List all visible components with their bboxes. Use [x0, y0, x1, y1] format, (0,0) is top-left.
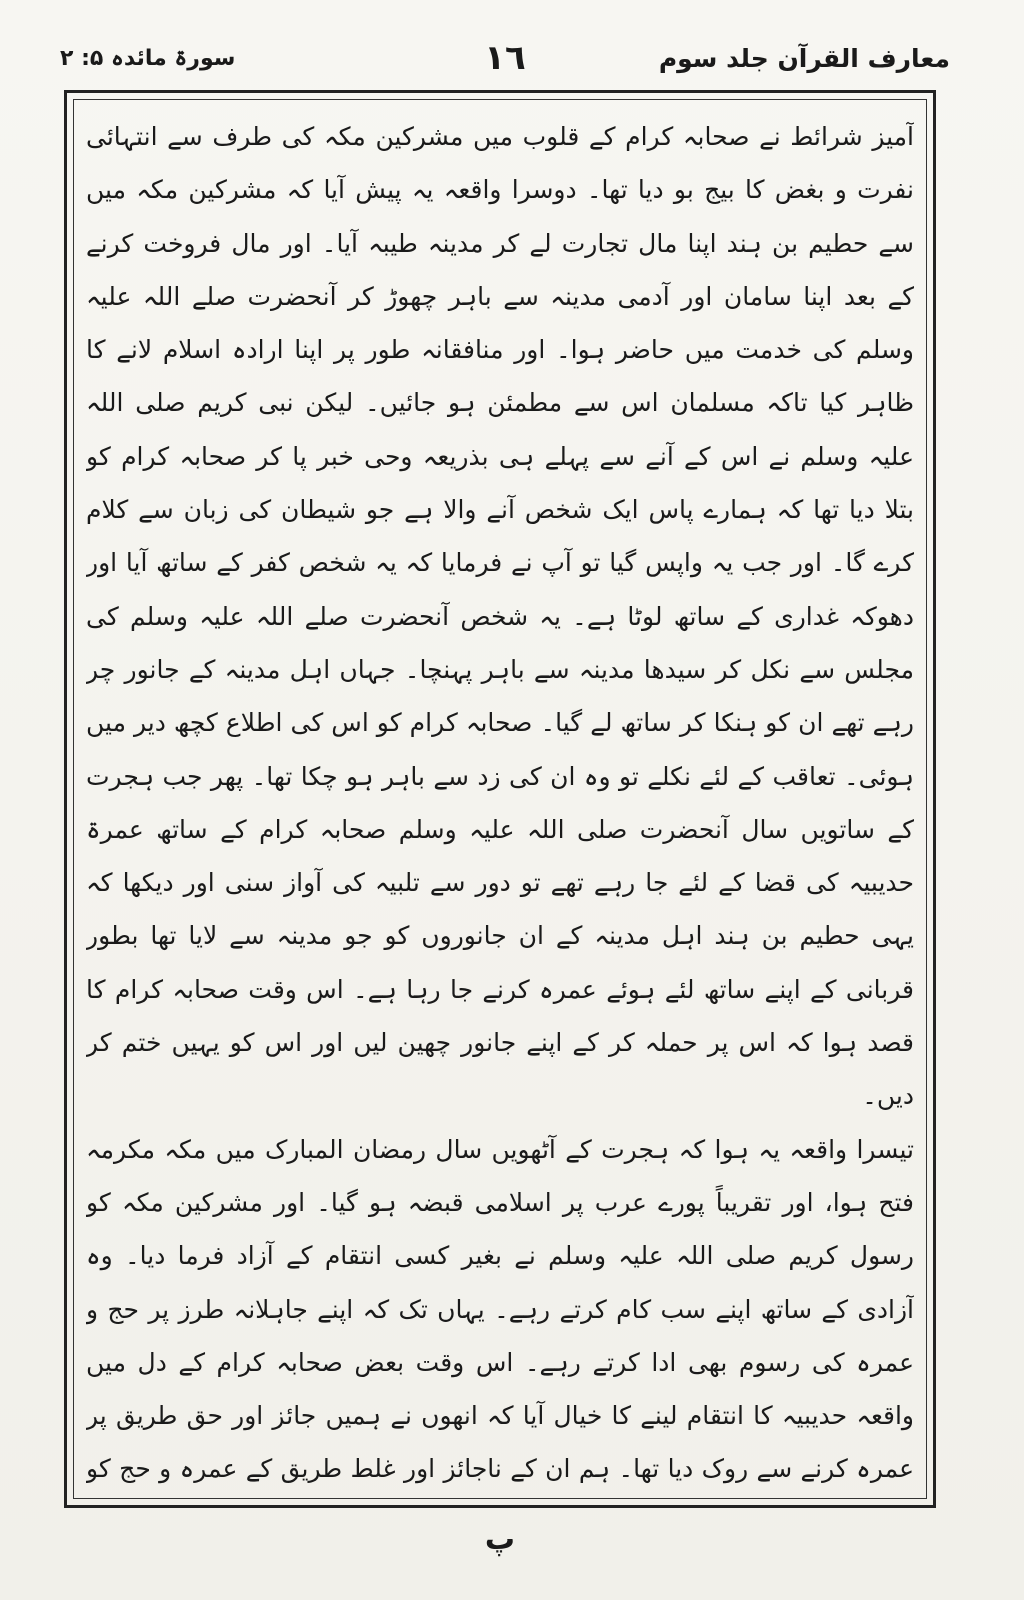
paragraph: آمیز شرائط نے صحابہ کرام کے قلوب میں مشرکین مکہ کی طرف سے انتہائی نفرت و بغض کا بیج بو دیا تھا۔ دوسرا واقعہ یہ پیش آیا کہ مشرکین مکہ میں سے حطیم بن ہند اپنا مال تجارت لے کر مدینہ طیبہ آیا۔ اور مال فروخت کرنے کے بعد اپنا سامان اور آدمی مدینہ سے باہر چھوڑ کر آنحضرت صلے اللہ علیہ وسلم کی خدمت میں حاضر ہوا۔ اور منافقانہ طور پر اپنا ارادہ اسلام لانے کا ظاہر کیا تاکہ مسلمان اس سے مطمئن ہو جائیں۔ لیکن نبی کریم صلی اللہ علیہ وسلم نے اس کے آنے سے پہلے ہی بذریعہ وحی خبر پا کر صحابہ کرام کو بتلا دیا تھا کہ ہمارے پاس ایک شخص آنے والا ہے جو شیطان کی زبان سے کلام کرے گا۔ اور جب یہ واپس گیا تو آپ نے فرمایا کہ یہ شخص کفر کے ساتھ آیا اور دھوکہ غداری کے ساتھ لوٹا ہے۔ یہ شخص آنحضرت صلے اللہ علیہ وسلم کی مجلس سے نکل کر سیدھا مدینہ سے باہر پہنچا۔ جہاں اہل مدینہ کے جانور چر رہے تھے ان کو ہنکا کر ساتھ لے گیا۔ صحابہ کرام کو اس کی اطلاع کچھ دیر میں ہوئی۔ تعاقب کے لئے نکلے تو وہ ان کی زد سے باہر ہو چکا تھا۔ پھر جب ہجرت کے ساتویں سال آنحضرت صلی اللہ علیہ وسلم صحابہ کرام کے ساتھ عمرۃ حدیبیہ کی قضا کے لئے جا رہے تھے تو دور سے تلبیہ کی آواز سنی اور دیکھا کہ یہی حطیم بن ہند اہل مدینہ کے ان جانوروں کو جو مدینہ سے لایا تھا بطور قربانی کے اپنے ساتھ لئے ہوئے عمرہ کرنے جا رہا ہے۔ اس وقت صحابہ کرام کا قصد ہوا کہ اس پر حملہ کر کے اپنے جانور چھین لیں اور اس کو یہیں ختم کر دیں۔ [86, 122, 914, 1111]
surah-reference: سورۃ مائدہ ۵: ۲ [60, 46, 236, 71]
body-text [86, 110, 914, 1486]
book-title: معارف القرآن جلد سوم [658, 44, 950, 73]
page-number: ١٦ [484, 38, 526, 78]
para-sign: پ [484, 1522, 516, 1557]
page-header [60, 38, 950, 82]
paragraph: تیسرا واقعہ یہ ہوا کہ ہجرت کے آٹھویں سال رمضان المبارک میں مکہ مکرمہ فتح ہوا، اور تقریباً پورے عرب پر اسلامی قبضہ ہو گیا۔ اور مشرکین مکہ کو رسول کریم صلی اللہ علیہ وسلم نے بغیر کسی انتقام کے آزاد فرما دیا۔ وہ آزادی کے ساتھ اپنے سب کام کرتے رہے۔ یہاں تک کہ اپنے جاہلانہ طرز پر حج و عمرہ کی رسوم بھی ادا کرتے رہے۔ اس وقت بعض صحابہ کرام کے دل میں واقعہ حدیبیہ کا انتقام لینے کا خیال آیا کہ انھوں نے ہمیں جائز اور حق طریق پر عمرہ کرنے سے روک دیا تھا۔ ہم ان کے ناجائز اور غلط طریق کے عمرہ و حج کو [86, 1134, 914, 1484]
